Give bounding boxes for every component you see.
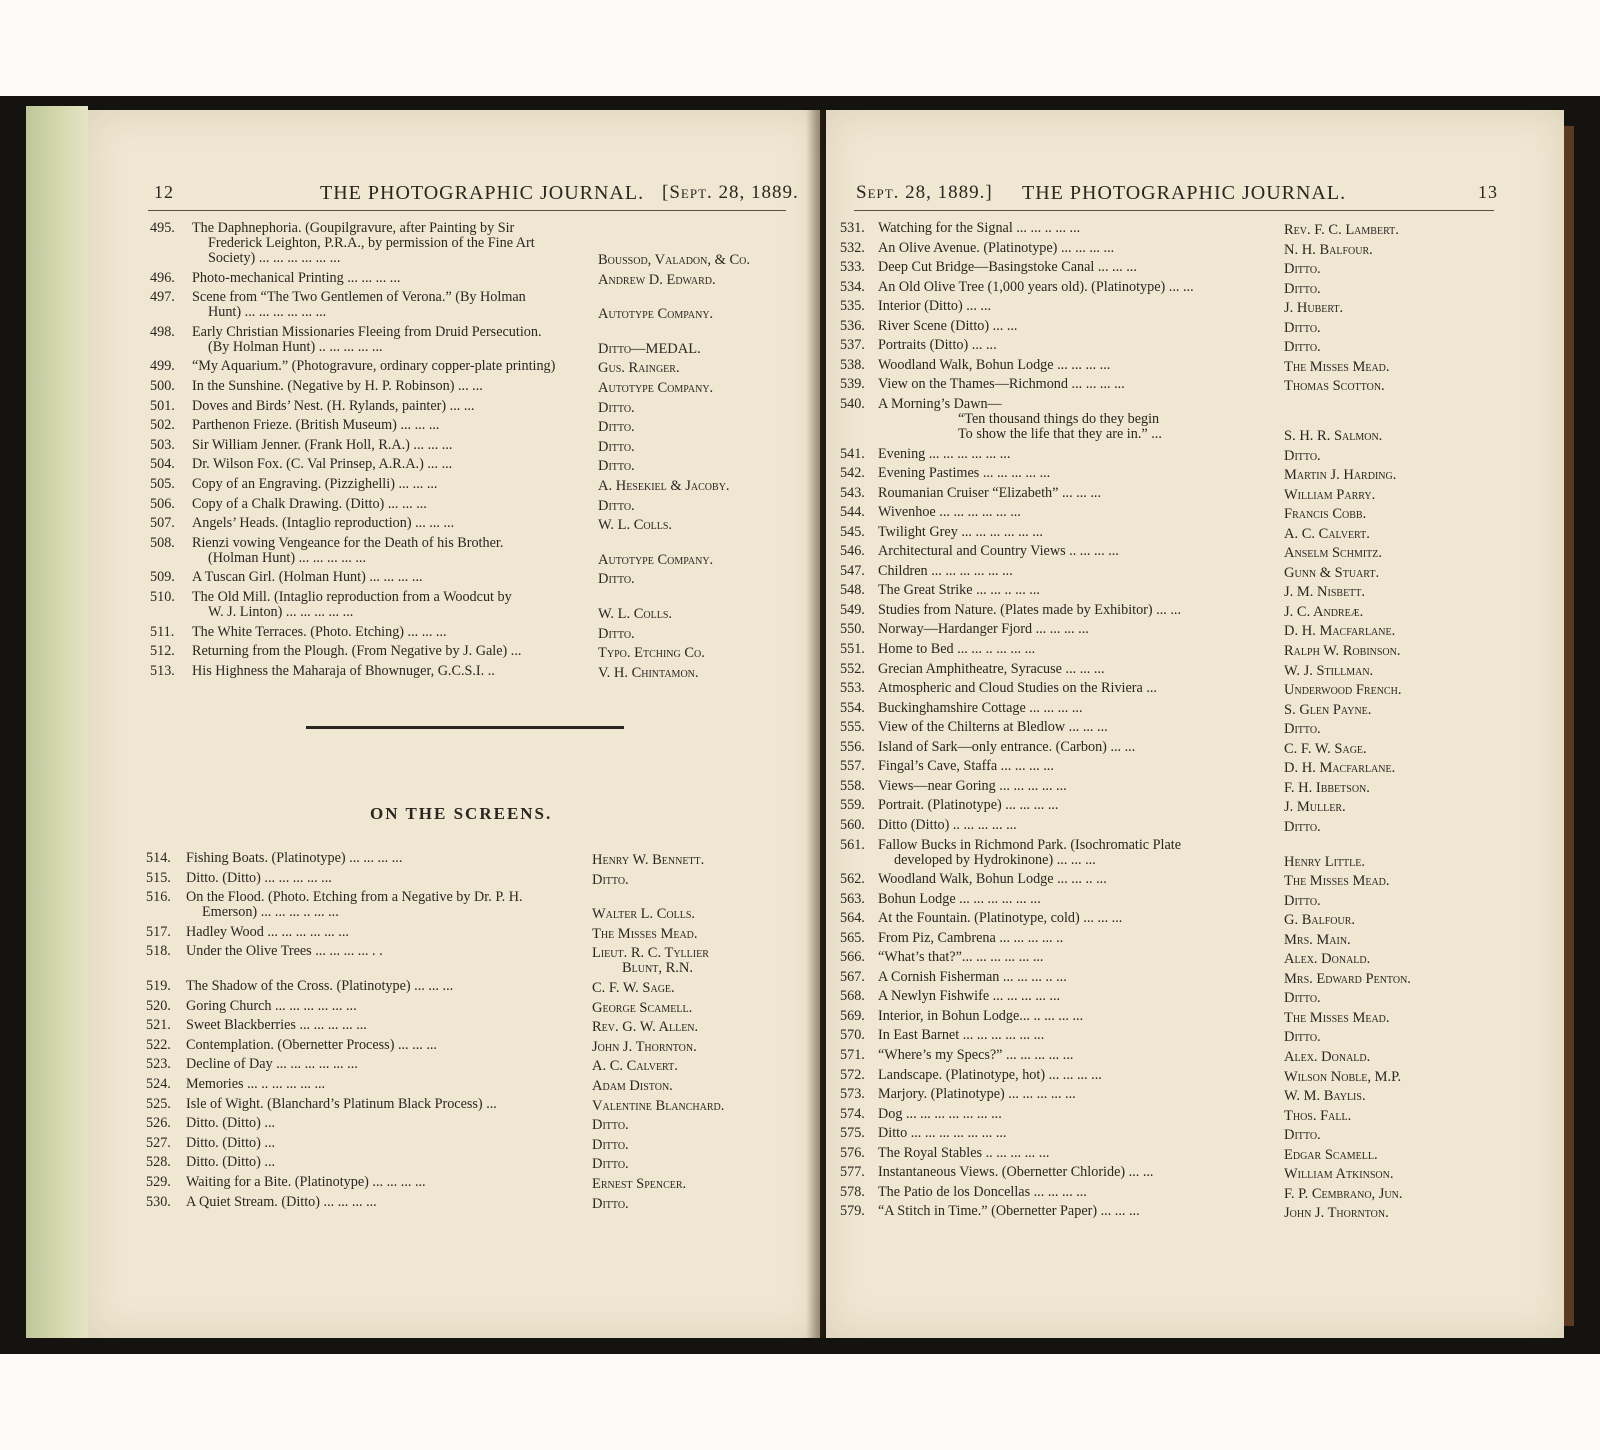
entry-exhibitor: Ditto. bbox=[592, 1117, 629, 1134]
entry-number: 528. bbox=[146, 1154, 171, 1171]
entry-number: 506. bbox=[150, 495, 175, 512]
entry-number: 501. bbox=[150, 397, 175, 414]
entry-title: Fallow Bucks in Richmond Park. (Isochromatic Plate bbox=[878, 836, 1182, 853]
entry-number: 515. bbox=[146, 869, 171, 886]
entry-number: 573. bbox=[840, 1086, 865, 1103]
entry-number: 571. bbox=[840, 1047, 865, 1063]
entry-title: Landscape. (Platinotype, hot) ... ... ... ... bbox=[878, 1066, 1102, 1083]
right-page-date: Sept. 28, 1889.] bbox=[856, 182, 993, 203]
entry-title: The Daphnephoria. (Goupilgravure, after Painting by Sir bbox=[192, 220, 515, 236]
section-divider bbox=[306, 726, 624, 729]
entry-exhibitor: J. Hubert. bbox=[1284, 300, 1344, 317]
left-page-header bbox=[88, 182, 820, 208]
entry-title: Doves and Birds’ Nest. (H. Rylands, painter) ... ... bbox=[192, 397, 475, 414]
entry-number: 569. bbox=[840, 1007, 865, 1024]
entry-exhibitor: S. Glen Payne. bbox=[1284, 701, 1372, 718]
entry-exhibitor: C. F. W. Sage. bbox=[592, 980, 675, 996]
entry-number: 546. bbox=[840, 543, 865, 560]
entry-exhibitor: Thomas Scotton. bbox=[1284, 378, 1385, 395]
entry-title: Ditto. (Ditto) ... bbox=[186, 1154, 276, 1171]
entry-title: Ditto. (Ditto) ... ... ... ... ... bbox=[186, 869, 332, 886]
entry-exhibitor: Boussod, Valadon, & Co. bbox=[598, 252, 751, 268]
entry-exhibitor: Thos. Fall. bbox=[1284, 1107, 1352, 1124]
entry-title: Returning from the Plough. (From Negative by J. Gale) ... bbox=[192, 643, 522, 660]
entry-title: A Cornish Fisherman ... ... ... .. ... bbox=[878, 968, 1067, 985]
entry-number: 526. bbox=[146, 1115, 171, 1132]
entry-number: 537. bbox=[840, 337, 865, 354]
entry-title: “My Aquarium.” (Photogravure, ordinary copper-plate printing) bbox=[192, 358, 556, 375]
entry-number: 572. bbox=[840, 1066, 865, 1083]
entry-exhibitor: Adam Diston. bbox=[592, 1078, 673, 1094]
entry-number: 533. bbox=[840, 259, 865, 276]
entry-title: View on the Thames—Richmond ... ... ... ... bbox=[878, 376, 1125, 393]
entry-number: 507. bbox=[150, 515, 175, 532]
entry-title-continued: (Holman Hunt) ... ... ... ... ... bbox=[208, 549, 367, 566]
entry-exhibitor: V. H. Chintamon. bbox=[598, 664, 699, 681]
right-page-number: 13 bbox=[1478, 182, 1498, 202]
entry-exhibitor: Ditto. bbox=[1284, 721, 1321, 738]
entry-exhibitor: D. H. Macfarlane. bbox=[1284, 760, 1396, 777]
entry-number: 561. bbox=[840, 836, 865, 853]
entry-title: Scene from “The Two Gentlemen of Verona.” (By Holman bbox=[192, 289, 526, 306]
entry-title-continued: developed by Hydrokinone) ... ... ... bbox=[894, 851, 1096, 868]
entry-exhibitor: Valentine Blanchard. bbox=[592, 1097, 725, 1114]
entry-title: At the Fountain. (Platinotype, cold) ... ... ... bbox=[878, 910, 1123, 927]
book-cover-edge bbox=[1564, 126, 1574, 1326]
entry-exhibitor: J. C. Andreæ. bbox=[1284, 603, 1364, 620]
entry-number: 564. bbox=[840, 910, 865, 927]
entry-title: Instantaneous Views. (Obernetter Chloride) ... ... bbox=[878, 1164, 1154, 1181]
entry-number: 497. bbox=[150, 289, 175, 306]
entry-title: In East Barnet ... ... ... ... ... ... bbox=[878, 1027, 1045, 1044]
entry-title: Memories ... .. ... ... ... ... bbox=[186, 1076, 326, 1092]
entry-exhibitor: W. L. Colls. bbox=[598, 606, 673, 622]
entry-exhibitor: Martin J. Harding. bbox=[1284, 467, 1397, 484]
entry-exhibitor: Alex. Donald. bbox=[1284, 1049, 1371, 1065]
entry-title-continued: Hunt) ... ... ... ... ... ... bbox=[208, 304, 327, 321]
entry-title-continued: Society) ... ... ... ... ... ... bbox=[208, 250, 341, 266]
entry-exhibitor: N. H. Balfour. bbox=[1284, 241, 1373, 258]
entry-title: The Royal Stables .. ... ... ... ... bbox=[878, 1144, 1050, 1161]
entry-title: Evening Pastimes ... ... ... ... ... bbox=[878, 465, 1051, 482]
entry-title: The Patio de los Doncellas ... ... ... ... bbox=[878, 1183, 1087, 1200]
entry-exhibitor: Ernest Spencer. bbox=[592, 1176, 687, 1192]
entry-title: Dog ... ... ... ... ... ... ... bbox=[878, 1105, 1002, 1122]
entry-title: Deep Cut Bridge—Basingstoke Canal ... ... ... bbox=[878, 259, 1137, 276]
left-header-rule bbox=[148, 210, 786, 211]
entry-number: 500. bbox=[150, 378, 175, 394]
entry-title: Children ... ... ... ... ... ... bbox=[878, 562, 1013, 579]
entry-number: 523. bbox=[146, 1056, 171, 1073]
entry-exhibitor: William Parry. bbox=[1284, 486, 1376, 503]
entry-title: Home to Bed ... ... .. ... ... ... bbox=[878, 641, 1036, 657]
entry-number: 553. bbox=[840, 680, 865, 697]
entry-exhibitor: W. M. Baylis. bbox=[1284, 1088, 1366, 1105]
entry-number: 503. bbox=[150, 436, 175, 453]
entry-exhibitor: J. M. Nisbett. bbox=[1284, 584, 1366, 601]
entry-exhibitor: Autotype Company. bbox=[598, 306, 714, 323]
entry-exhibitor: J. Muller. bbox=[1284, 799, 1346, 816]
entry-exhibitor: D. H. Macfarlane. bbox=[1284, 623, 1396, 640]
entry-exhibitor: F. H. Ibbetson. bbox=[1284, 779, 1370, 796]
entry-number: 560. bbox=[840, 816, 865, 833]
entry-exhibitor: A. C. Calvert. bbox=[1284, 525, 1370, 542]
entry-exhibitor: The Misses Mead. bbox=[592, 925, 698, 942]
entry-exhibitor: Wilson Noble, M.P. bbox=[1284, 1068, 1402, 1085]
entry-number: 548. bbox=[840, 582, 865, 599]
right-journal-title: THE PHOTOGRAPHIC JOURNAL. bbox=[1022, 182, 1347, 204]
entry-title: Buckinghamshire Cottage ... ... ... ... bbox=[878, 699, 1083, 716]
entry-exhibitor: F. P. Cembrano, Jun. bbox=[1284, 1185, 1403, 1202]
entry-number: 512. bbox=[150, 643, 175, 660]
entry-exhibitor: A. Hesekiel & Jacoby. bbox=[598, 478, 730, 494]
entry-exhibitor: Autotype Company. bbox=[598, 551, 714, 568]
entry-exhibitor: Ditto. bbox=[1284, 990, 1321, 1007]
entry-exhibitor: Edgar Scamell. bbox=[1284, 1146, 1378, 1163]
entry-title: Rienzi vowing Vengeance for the Death of his Brother. bbox=[192, 534, 504, 551]
entry-exhibitor: Mrs. Main. bbox=[1284, 931, 1351, 948]
entry-exhibitor: Ditto. bbox=[1284, 261, 1321, 278]
entry-title: Waiting for a Bite. (Platinotype) ... ... ... ... bbox=[186, 1174, 426, 1190]
entry-number: 527. bbox=[146, 1134, 171, 1151]
entry-number: 549. bbox=[840, 601, 865, 618]
entry-number: 557. bbox=[840, 758, 865, 775]
entry-number: 505. bbox=[150, 476, 175, 492]
entry-title: The Old Mill. (Intaglio reproduction from a Woodcut by bbox=[192, 589, 512, 605]
entry-number: 536. bbox=[840, 317, 865, 334]
entry-exhibitor: Rev. F. C. Lambert. bbox=[1284, 222, 1399, 238]
right-page bbox=[826, 110, 1564, 1338]
entry-exhibitor: Ditto. bbox=[598, 458, 635, 475]
entry-title: Grecian Amphitheatre, Syracuse ... ... ... bbox=[878, 660, 1105, 677]
entry-title: A Tuscan Girl. (Holman Hunt) ... ... ... ... bbox=[192, 569, 423, 586]
entry-number: 519. bbox=[146, 978, 171, 994]
entry-title: Atmospheric and Cloud Studies on the Riviera ... bbox=[878, 680, 1157, 697]
entry-title: Interior, in Bohun Lodge... .. ... ... ... bbox=[878, 1007, 1084, 1024]
entry-number: 535. bbox=[840, 298, 865, 315]
entry-exhibitor: Ditto. bbox=[1284, 447, 1321, 464]
entry-number: 565. bbox=[840, 929, 865, 946]
entry-exhibitor: A. C. Calvert. bbox=[592, 1058, 678, 1075]
entry-number: 522. bbox=[146, 1036, 171, 1053]
entry-number: 498. bbox=[150, 323, 175, 340]
entry-exhibitor: Lieut. R. C. Tyllier bbox=[592, 945, 709, 962]
entry-number: 518. bbox=[146, 943, 171, 960]
entry-exhibitor: William Atkinson. bbox=[1284, 1166, 1394, 1183]
entry-number: 511. bbox=[150, 623, 175, 640]
entry-title: Views—near Goring ... ... ... ... ... bbox=[878, 777, 1067, 794]
entry-title: Early Christian Missionaries Fleeing from Druid Persecution. bbox=[192, 323, 542, 340]
entry-exhibitor: W. L. Colls. bbox=[598, 517, 673, 534]
entry-title: Studies from Nature. (Plates made by Exhibitor) ... ... bbox=[878, 601, 1182, 618]
entry-title: Hadley Wood ... ... ... ... ... ... bbox=[186, 923, 349, 940]
entry-title: Fishing Boats. (Platinotype) ... ... ... ... bbox=[186, 850, 403, 866]
entry-title: “A Stitch in Time.” (Obernetter Paper) ... ... ... bbox=[878, 1203, 1140, 1220]
entry-exhibitor: Ditto. bbox=[598, 625, 635, 642]
entry-exhibitor: Ditto. bbox=[592, 871, 629, 888]
entry-number: 521. bbox=[146, 1017, 171, 1034]
entry-exhibitor: Rev. G. W. Allen. bbox=[592, 1019, 699, 1036]
entry-number: 566. bbox=[840, 949, 865, 966]
entry-exhibitor: Ditto. bbox=[598, 571, 635, 588]
entry-number: 530. bbox=[146, 1193, 171, 1210]
entry-number: 516. bbox=[146, 889, 171, 906]
entry-exhibitor: Henry Little. bbox=[1284, 853, 1366, 870]
entry-number: 559. bbox=[840, 797, 865, 814]
entry-title: Roumanian Cruiser “Elizabeth” ... ... ... bbox=[878, 484, 1101, 501]
entry-number: 562. bbox=[840, 871, 865, 888]
entry-title: Woodland Walk, Bohun Lodge ... ... .. ... bbox=[878, 871, 1107, 888]
entry-number: 567. bbox=[840, 968, 865, 985]
entry-title: Angels’ Heads. (Intaglio reproduction) ... ... ... bbox=[192, 515, 455, 532]
entry-title: Ditto. (Ditto) ... bbox=[186, 1115, 276, 1132]
entry-title: Architectural and Country Views .. ... ... ... bbox=[878, 543, 1119, 560]
entry-exhibitor: S. H. R. Salmon. bbox=[1284, 427, 1383, 444]
entry-number: 554. bbox=[840, 699, 865, 716]
entry-exhibitor-continued: Blunt, R.N. bbox=[622, 960, 693, 977]
entry-title: Ditto. (Ditto) ... bbox=[186, 1134, 276, 1151]
entry-number: 525. bbox=[146, 1095, 171, 1112]
entry-number: 540. bbox=[840, 395, 865, 412]
entry-number: 541. bbox=[840, 445, 865, 462]
entry-title: Ditto ... ... ... ... ... ... ... bbox=[878, 1125, 1007, 1142]
entry-title: Decline of Day ... ... ... ... ... ... bbox=[186, 1056, 358, 1073]
open-book bbox=[0, 96, 1600, 1354]
entry-title: Fingal’s Cave, Staffa ... ... ... ... bbox=[878, 758, 1054, 775]
entry-number: 509. bbox=[150, 569, 175, 586]
entry-exhibitor: Ditto. bbox=[598, 419, 635, 436]
entry-title-continued: To show the life that they are in.” ... bbox=[958, 425, 1162, 442]
entry-number: 551. bbox=[840, 641, 865, 657]
entry-number: 508. bbox=[150, 534, 175, 551]
entry-number: 539. bbox=[840, 376, 865, 393]
entry-exhibitor: The Misses Mead. bbox=[1284, 1009, 1390, 1026]
entry-title: Norway—Hardanger Fjord ... ... ... ... bbox=[878, 621, 1089, 638]
entry-title: “Where’s my Specs?” ... ... ... ... ... bbox=[878, 1047, 1074, 1063]
entry-number: 524. bbox=[146, 1076, 171, 1092]
entry-exhibitor: Ditto. bbox=[592, 1136, 629, 1153]
entry-number: 543. bbox=[840, 484, 865, 501]
entry-exhibitor: Typo. Etching Co. bbox=[598, 645, 705, 662]
entry-title: Bohun Lodge ... ... ... ... ... ... bbox=[878, 890, 1041, 907]
entry-title: An Olive Avenue. (Platinotype) ... ... ... ... bbox=[878, 239, 1115, 256]
entry-number: 575. bbox=[840, 1125, 865, 1142]
entry-title: Copy of a Chalk Drawing. (Ditto) ... ... ... bbox=[192, 495, 427, 512]
entry-exhibitor: Ditto. bbox=[598, 497, 635, 514]
entry-exhibitor: Ditto. bbox=[1284, 818, 1321, 835]
page-edges bbox=[26, 106, 88, 1338]
entry-title-continued: Emerson) ... ... ... .. ... ... bbox=[202, 904, 339, 921]
entry-exhibitor: The Misses Mead. bbox=[1284, 873, 1390, 890]
entry-exhibitor: Ditto. bbox=[1284, 339, 1321, 356]
entry-number: 579. bbox=[840, 1203, 865, 1220]
entry-exhibitor: John J. Thornton. bbox=[1284, 1205, 1389, 1222]
entry-title: The Shadow of the Cross. (Platinotype) ... ... ... bbox=[186, 978, 454, 994]
entry-number: 510. bbox=[150, 589, 175, 605]
left-journal-title: THE PHOTOGRAPHIC JOURNAL. bbox=[320, 182, 645, 204]
entry-exhibitor: Mrs. Edward Penton. bbox=[1284, 970, 1411, 987]
entry-number: 532. bbox=[840, 239, 865, 256]
entry-exhibitor: Ralph W. Robinson. bbox=[1284, 643, 1401, 659]
entry-exhibitor: George Scamell. bbox=[592, 999, 693, 1016]
entry-title: Sir William Jenner. (Frank Holl, R.A.) ... ... ... bbox=[192, 436, 453, 453]
entry-exhibitor: Ditto. bbox=[1284, 1029, 1321, 1046]
entry-number: 538. bbox=[840, 356, 865, 373]
left-page-date: [Sept. 28, 1889. bbox=[662, 182, 799, 203]
entry-number: 517. bbox=[146, 923, 171, 940]
entry-title: Goring Church ... ... ... ... ... ... bbox=[186, 997, 357, 1014]
entry-number: 563. bbox=[840, 890, 865, 907]
entry-title: A Newlyn Fishwife ... ... ... ... ... bbox=[878, 988, 1061, 1005]
entry-number: 574. bbox=[840, 1105, 865, 1122]
entry-exhibitor: Alex. Donald. bbox=[1284, 951, 1371, 968]
entry-title: Isle of Wight. (Blanchard’s Platinum Black Process) ... bbox=[186, 1095, 497, 1112]
entry-exhibitor: Anselm Schmitz. bbox=[1284, 545, 1383, 562]
entry-title: Evening ... ... ... ... ... ... bbox=[878, 445, 1011, 462]
entry-exhibitor: Henry W. Bennett. bbox=[592, 852, 705, 868]
entry-exhibitor: W. J. Stillman. bbox=[1284, 662, 1374, 679]
right-header-rule bbox=[854, 210, 1494, 211]
entry-number: 514. bbox=[146, 850, 171, 866]
entry-number: 570. bbox=[840, 1027, 865, 1044]
entry-exhibitor: Underwood French. bbox=[1284, 682, 1402, 699]
entry-exhibitor: Ditto. bbox=[598, 399, 635, 416]
entry-number: 496. bbox=[150, 269, 175, 286]
left-page-number: 12 bbox=[154, 182, 174, 202]
entry-exhibitor: Ditto. bbox=[1284, 280, 1321, 297]
entry-title: A Quiet Stream. (Ditto) ... ... ... ... bbox=[186, 1193, 377, 1210]
entry-exhibitor: Ditto. bbox=[1284, 892, 1321, 909]
section-heading: ON THE SCREENS. bbox=[370, 804, 553, 823]
entry-number: 495. bbox=[150, 220, 175, 236]
entry-title: Wivenhoe ... ... ... ... ... ... bbox=[878, 504, 1021, 521]
entry-title: Contemplation. (Obernetter Process) ... ... ... bbox=[186, 1036, 437, 1053]
entry-title: Watching for the Signal ... ... .. ... ... bbox=[878, 220, 1081, 236]
entry-title: Ditto (Ditto) .. ... ... ... ... bbox=[878, 816, 1017, 833]
entry-title: Sweet Blackberries ... ... ... ... ... bbox=[186, 1017, 367, 1034]
entry-number: 555. bbox=[840, 719, 865, 736]
entry-number: 558. bbox=[840, 777, 865, 794]
entry-title-continued: Frederick Leighton, P.R.A., by permission of the Fine Art bbox=[208, 235, 535, 251]
entry-title: The White Terraces. (Photo. Etching) ... ... ... bbox=[192, 623, 447, 640]
entry-exhibitor: Ditto. bbox=[592, 1156, 629, 1173]
right-page-header bbox=[826, 182, 1564, 208]
entry-title: Twilight Grey ... ... ... ... ... ... bbox=[878, 523, 1043, 540]
entry-title-continued: W. J. Linton) ... ... ... ... ... bbox=[208, 604, 354, 620]
entry-number: 499. bbox=[150, 358, 175, 375]
entry-exhibitor: Ditto. bbox=[1284, 1127, 1321, 1144]
entry-number: 552. bbox=[840, 660, 865, 677]
entry-title: From Piz, Cambrena ... ... ... ... .. bbox=[878, 929, 1064, 946]
entry-exhibitor: G. Balfour. bbox=[1284, 912, 1356, 929]
entry-number: 545. bbox=[840, 523, 865, 540]
entry-exhibitor: Andrew D. Edward. bbox=[598, 271, 716, 288]
entry-number: 577. bbox=[840, 1164, 865, 1181]
entry-number: 556. bbox=[840, 738, 865, 755]
entry-number: 576. bbox=[840, 1144, 865, 1161]
entry-title-continued: (By Holman Hunt) .. ... ... ... ... bbox=[208, 338, 383, 355]
entry-title: An Old Olive Tree (1,000 years old). (Platinotype) ... ... bbox=[878, 278, 1194, 295]
entry-number: 513. bbox=[150, 662, 175, 679]
entry-title: Parthenon Frieze. (British Museum) ... ... ... bbox=[192, 417, 440, 434]
left-page bbox=[88, 110, 820, 1338]
entry-title: Under the Olive Trees ... ... ... ... . . bbox=[186, 943, 383, 960]
entry-title: Photo-mechanical Printing ... ... ... ... bbox=[192, 269, 401, 286]
entry-exhibitor: Autotype Company. bbox=[598, 380, 714, 396]
entry-title-continued: “Ten thousand things do they begin bbox=[958, 410, 1160, 427]
entry-title: View of the Chilterns at Bledlow ... ... ... bbox=[878, 719, 1108, 736]
entry-title: A Morning’s Dawn— bbox=[878, 395, 1002, 412]
entry-title: Marjory. (Platinotype) ... ... ... ... ... bbox=[878, 1086, 1076, 1103]
entry-exhibitor: C. F. W. Sage. bbox=[1284, 740, 1367, 757]
entry-title: In the Sunshine. (Negative by H. P. Robinson) ... ... bbox=[192, 378, 483, 394]
entry-title: “What’s that?”... ... ... ... ... ... bbox=[878, 949, 1044, 966]
entry-number: 542. bbox=[840, 465, 865, 482]
entry-number: 568. bbox=[840, 988, 865, 1005]
entry-title: His Highness the Maharaja of Bhownuger, G.C.S.I. .. bbox=[192, 662, 495, 679]
entry-exhibitor: Gunn & Stuart. bbox=[1284, 564, 1380, 581]
entry-title: Woodland Walk, Bohun Lodge ... ... ... ... bbox=[878, 356, 1111, 373]
entry-title: Dr. Wilson Fox. (C. Val Prinsep, A.R.A.) ... ... bbox=[192, 456, 453, 473]
entry-number: 502. bbox=[150, 417, 175, 434]
entry-number: 529. bbox=[146, 1174, 171, 1190]
entry-number: 544. bbox=[840, 504, 865, 521]
entry-title: On the Flood. (Photo. Etching from a Negative by Dr. P. H. bbox=[186, 889, 523, 906]
entry-exhibitor: Ditto. bbox=[1284, 319, 1321, 336]
entry-title: Portraits (Ditto) ... ... bbox=[878, 337, 997, 354]
entry-number: 578. bbox=[840, 1183, 865, 1200]
entry-exhibitor: John J. Thornton. bbox=[592, 1038, 697, 1055]
entry-title: Island of Sark—only entrance. (Carbon) ... ... bbox=[878, 738, 1136, 755]
entry-number: 550. bbox=[840, 621, 865, 638]
entry-title: Interior (Ditto) ... ... bbox=[878, 298, 992, 315]
entry-title: River Scene (Ditto) ... ... bbox=[878, 317, 1018, 334]
entry-number: 504. bbox=[150, 456, 175, 473]
entry-number: 531. bbox=[840, 220, 865, 236]
entry-number: 547. bbox=[840, 562, 865, 579]
entry-exhibitor: The Misses Mead. bbox=[1284, 358, 1390, 375]
entry-title: Copy of an Engraving. (Pizzighelli) ... ... ... bbox=[192, 476, 438, 492]
entry-exhibitor: Walter L. Colls. bbox=[592, 906, 696, 923]
entry-exhibitor: Francis Cobb. bbox=[1284, 506, 1367, 523]
entry-number: 520. bbox=[146, 997, 171, 1014]
entry-exhibitor: Ditto. bbox=[592, 1195, 629, 1212]
entry-exhibitor: Ditto—MEDAL. bbox=[598, 340, 701, 357]
entry-exhibitor: Ditto. bbox=[598, 438, 635, 455]
entry-exhibitor: Gus. Rainger. bbox=[598, 360, 680, 377]
entry-title: Portrait. (Platinotype) ... ... ... ... bbox=[878, 797, 1059, 814]
entry-title: The Great Strike ... ... .. ... ... bbox=[878, 582, 1040, 599]
entry-number: 534. bbox=[840, 278, 865, 295]
